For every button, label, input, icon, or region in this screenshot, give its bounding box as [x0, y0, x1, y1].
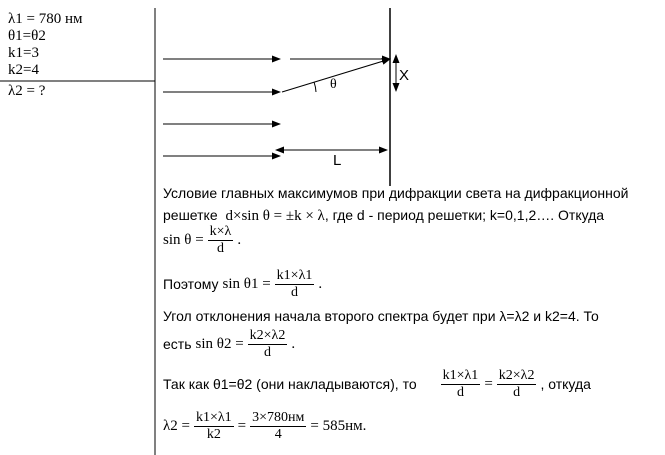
- fraction-denominator: d: [291, 285, 299, 300]
- fraction-k-lambda-over-d: [208, 224, 234, 257]
- formula-sin-theta1-lhs: sin θ1 =: [222, 276, 271, 292]
- formula-equality: [163, 368, 591, 401]
- fraction-k1-lambda1-over-d: [441, 368, 481, 401]
- fraction-denominator: d: [217, 241, 224, 256]
- formula-answer-lhs: λ2 =: [163, 418, 190, 434]
- fraction-numerator: k×λ: [209, 224, 232, 239]
- formula-period: .: [291, 336, 296, 352]
- equals-sign: =: [237, 418, 247, 434]
- fraction-denominator: k2: [206, 427, 221, 442]
- fraction-numerator: k1×λ1: [276, 268, 313, 283]
- formula-period: .: [318, 276, 323, 292]
- fraction-k2-lambda2-over-d: [248, 328, 288, 361]
- fraction-numerator: k1×λ1: [442, 368, 479, 383]
- given-k1: k1=3: [8, 45, 39, 61]
- formula-equality-tail: , откуда: [540, 376, 591, 392]
- fraction-denominator: d: [456, 385, 464, 400]
- label-theta: θ: [330, 77, 337, 92]
- formula-sin-theta: [163, 224, 241, 257]
- formula-equality-text: Так как θ1=θ2 (они накладываются), то: [163, 376, 417, 392]
- formula-sin-theta2-text: есть: [163, 336, 192, 352]
- formula-sin-theta1-text: Поэтому: [163, 276, 219, 292]
- fraction-numerator: 3×780нм: [252, 410, 305, 425]
- solution-line-2-text: решетке: [163, 207, 218, 223]
- given-k2: k2=4: [8, 62, 39, 78]
- solution-line-5: Угол отклонения начала второго спектра будет при λ=λ2 и k2=4. То: [163, 308, 599, 324]
- formula-period: .: [237, 232, 242, 248]
- grating-formula: d×sin θ = ±k × λ: [225, 208, 325, 224]
- fraction-numerator: k2×λ2: [249, 328, 286, 343]
- fraction-denominator: d: [264, 345, 271, 360]
- formula-sin-theta-lhs: sin θ =: [163, 232, 204, 248]
- fraction-k2-lambda2-over-d: [497, 368, 537, 401]
- given-theta: θ1=θ2: [8, 28, 46, 44]
- equals-sign: =: [484, 376, 493, 392]
- formula-sin-theta1: [163, 268, 322, 301]
- solution-line-2-tail: , где d - период решетки; k=0,1,2…. Откуда: [324, 207, 605, 223]
- label-x: X: [399, 67, 410, 84]
- theta-arc: [314, 82, 316, 92]
- fraction-numerator: k2×λ2: [498, 368, 535, 383]
- find-lambda2: λ2 = ?: [8, 83, 46, 99]
- formula-answer: [163, 410, 366, 443]
- answer-result: = 585нм.: [310, 418, 367, 434]
- formula-sin-theta2: [163, 328, 295, 361]
- label-l: L: [333, 152, 342, 169]
- fraction-denominator: 4: [274, 427, 282, 442]
- fraction-numeric: [250, 410, 306, 443]
- fraction-numerator: k1×λ1: [195, 410, 232, 425]
- fraction-k1-lambda1-over-k2: [194, 410, 234, 443]
- fraction-denominator: d: [513, 385, 521, 400]
- formula-sin-theta2-lhs: sin θ2 =: [195, 336, 244, 352]
- solution-line-1: Условие главных максимумов при дифракции света на дифракционной: [163, 185, 629, 201]
- solution-line-2: [163, 207, 604, 225]
- given-lambda1: λ1 = 780 нм: [8, 11, 83, 27]
- fraction-k1-lambda1-over-d: [275, 268, 315, 301]
